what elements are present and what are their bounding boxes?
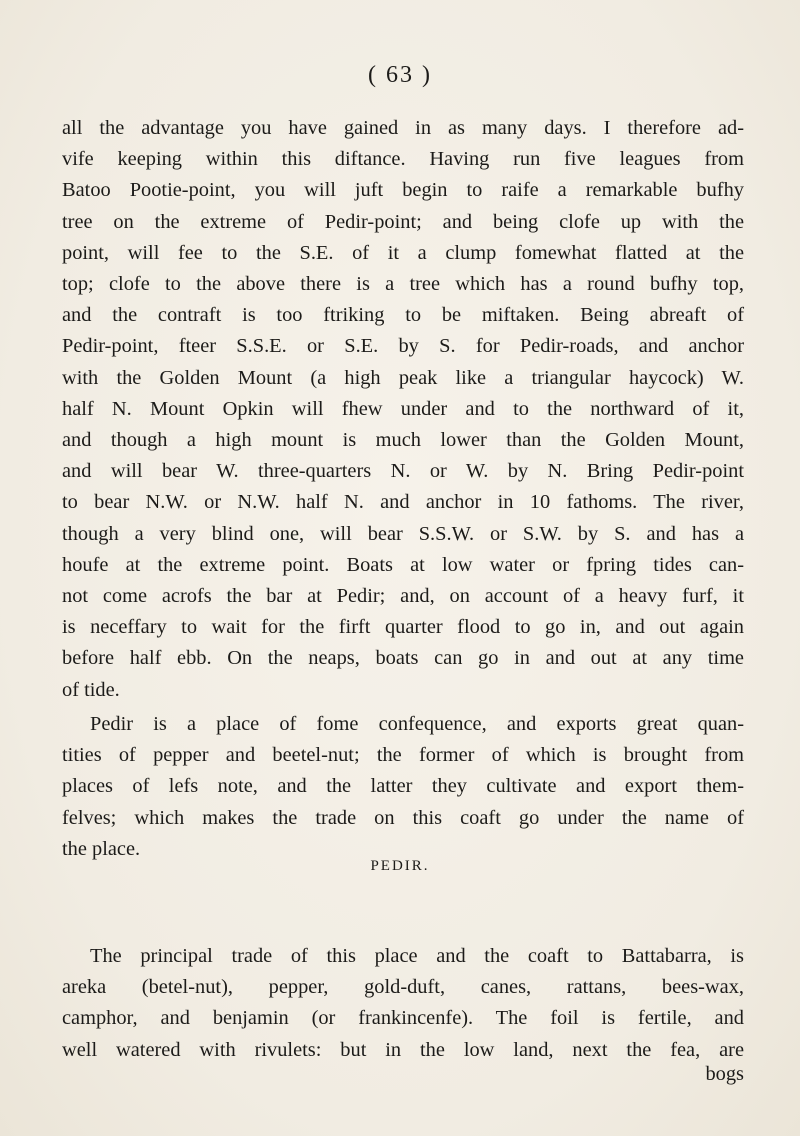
- paragraph-pedir-exports: [62, 709, 744, 865]
- section-heading: PEDIR.: [370, 858, 430, 874]
- text-line: well watered with rivulets: but in the low land, next the fea, are: [62, 1038, 744, 1061]
- paragraph-navigation-directions: [62, 113, 744, 706]
- text-line: to bear N.W. or N.W. half N. and anchor in 10 fathoms. The river,: [62, 491, 744, 514]
- text-line: and the contraft is too ftriking to be miftaken. Being abreaft of: [62, 304, 744, 327]
- text-line: Batoo Pootie-point, you will juft begin to raife a remarkable bufhy: [62, 179, 744, 202]
- text-line: felves; which makes the trade on this coaft go under the name of: [62, 806, 744, 829]
- paragraph-pedir-trade: [62, 941, 744, 1066]
- text-line: and will bear W. three-quarters N. or W. by N. Bring Pedir-point: [62, 460, 744, 483]
- page-number: ( 63 ): [368, 62, 432, 88]
- text-line: tities of pepper and beetel-nut; the former of which is brought from: [62, 744, 744, 767]
- text-line: point, will fee to the S.E. of it a clump fomewhat flatted at the: [62, 241, 744, 264]
- text-line: The principal trade of this place and the coaft to Battabarra, is: [90, 945, 744, 967]
- text-line: tree on the extreme of Pedir-point; and being clofe up with the: [62, 210, 744, 233]
- text-line: the place.: [62, 837, 141, 860]
- text-line: camphor, and benjamin (or frankincenfe). The foil is fertile, and: [62, 1007, 744, 1030]
- text-line: half N. Mount Opkin will fhew under and to the northward of it,: [62, 397, 744, 420]
- text-line: Pedir is a place of fome confequence, and exports great quan-: [90, 713, 744, 735]
- text-line: areka (betel-nut), pepper, gold-duft, canes, rattans, bees-wax,: [62, 976, 744, 999]
- text-line: not come acrofs the bar at Pedir; and, on account of a heavy furf, it: [62, 585, 744, 608]
- catchword: bogs: [705, 1063, 744, 1085]
- text-line: places of lefs note, and the latter they cultivate and export them-: [62, 775, 744, 798]
- text-line: all the advantage you have gained in as many days. I therefore ad-: [62, 117, 744, 139]
- text-line: houfe at the extreme point. Boats at low water or fpring tides can-: [62, 553, 744, 576]
- text-line: of tide.: [62, 678, 120, 701]
- text-line: top; clofe to the above there is a tree which has a round bufhy top,: [62, 273, 744, 296]
- text-line: is neceffary to wait for the firft quarter flood to go in, and out again: [62, 616, 744, 639]
- text-line: and though a high mount is much lower than the Golden Mount,: [62, 429, 744, 452]
- text-line: vife keeping within this diftance. Having run five leagues from: [62, 148, 744, 171]
- text-line: before half ebb. On the neaps, boats can go in and out at any time: [62, 647, 744, 670]
- text-line: with the Golden Mount (a high peak like a triangular haycock) W.: [62, 366, 744, 389]
- text-line: Pedir-point, fteer S.S.E. or S.E. by S. for Pedir-roads, and anchor: [62, 335, 744, 358]
- text-line: though a very blind one, will bear S.S.W. or S.W. by S. and has a: [62, 522, 744, 545]
